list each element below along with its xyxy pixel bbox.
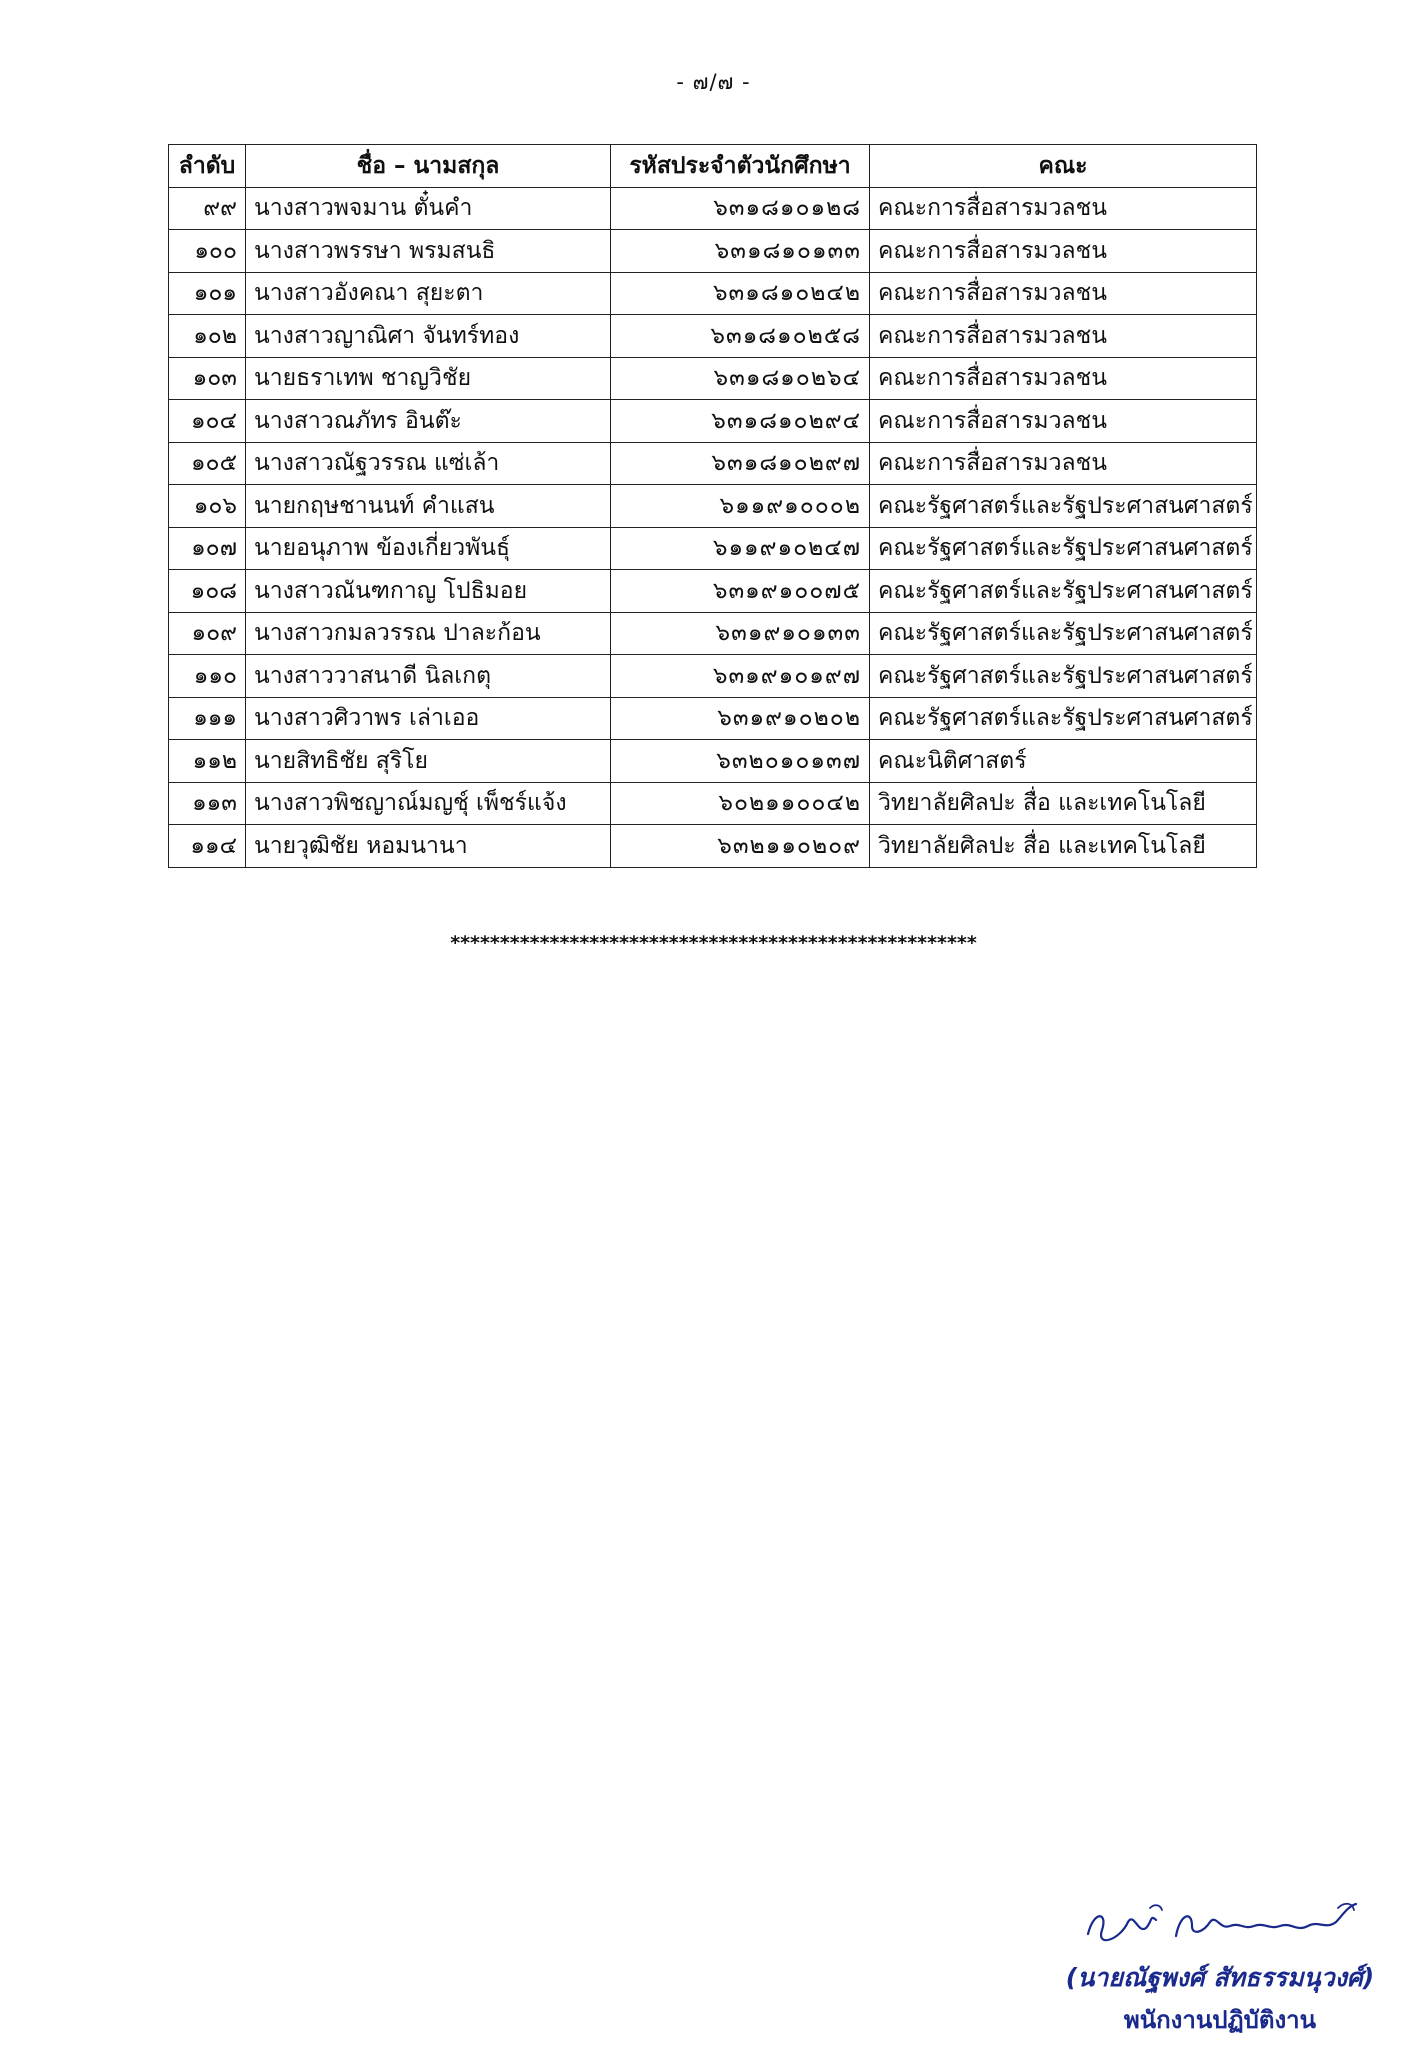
row-seq: ๑๑๒ [169, 740, 246, 783]
row-seq: ๑๐๕ [169, 442, 246, 485]
table-row [169, 782, 1257, 825]
row-name: นางสาวญาณิศา จันทร์ทอง [246, 315, 611, 358]
row-name: นางสาวอังคณา สุยะตา [246, 272, 611, 315]
row-seq: ๑๑๓ [169, 782, 246, 825]
row-student-id: ๖๑๑๙๑๐๒๔๗ [611, 527, 870, 570]
row-name: นางสาวกมลวรรณ ปาละก้อน [246, 612, 611, 655]
row-name: นายกฤษชานนท์ คำแสน [246, 485, 611, 528]
handwritten-signature [1080, 1900, 1370, 1950]
table-row [169, 527, 1257, 570]
table-row [169, 485, 1257, 528]
row-seq: ๑๐๗ [169, 527, 246, 570]
table-row [169, 570, 1257, 613]
row-student-id: ๖๓๑๘๑๐๒๖๔ [611, 357, 870, 400]
row-name: นายวุฒิชัย หอมนานา [246, 825, 611, 868]
student-roster-table [168, 144, 1257, 868]
row-name: นางสาวณภัทร อินต๊ะ [246, 400, 611, 443]
header-faculty: คณะ [870, 145, 1257, 188]
row-seq: ๑๑๔ [169, 825, 246, 868]
row-faculty: คณะนิติศาสตร์ [870, 740, 1257, 783]
table-header [169, 145, 1257, 188]
row-faculty: วิทยาลัยศิลปะ สื่อ และเทคโนโลยี [870, 825, 1257, 868]
table-row [169, 442, 1257, 485]
table-header-row [169, 145, 1257, 188]
row-faculty: คณะรัฐศาสตร์และรัฐประศาสนศาสตร์ [870, 485, 1257, 528]
row-seq: ๑๐๖ [169, 485, 246, 528]
row-name: นายอนุภาพ ข้องเกี่ยวพันธุ์ [246, 527, 611, 570]
row-student-id: ๖๓๒๐๑๐๑๓๗ [611, 740, 870, 783]
table-body [169, 187, 1257, 867]
row-student-id: ๖๓๑๙๑๐๐๗๕ [611, 570, 870, 613]
row-faculty: คณะการสื่อสารมวลชน [870, 400, 1257, 443]
row-faculty: วิทยาลัยศิลปะ สื่อ และเทคโนโลยี [870, 782, 1257, 825]
table-row [169, 400, 1257, 443]
row-faculty: คณะรัฐศาสตร์และรัฐประศาสนศาสตร์ [870, 570, 1257, 613]
row-name: นายธราเทพ ชาญวิชัย [246, 357, 611, 400]
row-student-id: ๖๓๑๘๑๐๑๓๓ [611, 230, 870, 273]
signer-name: (นายณัฐพงศ์ สัทธรรมนุวงศ์) [1065, 1963, 1375, 1992]
row-name: นางสาววาสนาดี นิลเกตุ [246, 655, 611, 698]
row-student-id: ๖๓๑๘๑๐๒๔๒ [611, 272, 870, 315]
row-student-id: ๖๓๑๙๑๐๑๓๓ [611, 612, 870, 655]
table-row [169, 612, 1257, 655]
table-row [169, 315, 1257, 358]
row-name: นางสาวพรรษา พรมสนธิ [246, 230, 611, 273]
table-row [169, 272, 1257, 315]
row-faculty: คณะรัฐศาสตร์และรัฐประศาสนศาสตร์ [870, 697, 1257, 740]
row-name: นางสาวณัฐวรรณ แซ่เล้า [246, 442, 611, 485]
row-seq: ๑๐๓ [169, 357, 246, 400]
row-faculty: คณะรัฐศาสตร์และรัฐประศาสนศาสตร์ [870, 655, 1257, 698]
row-seq: ๑๐๐ [169, 230, 246, 273]
row-faculty: คณะรัฐศาสตร์และรัฐประศาสนศาสตร์ [870, 527, 1257, 570]
row-student-id: ๖๓๑๘๑๐๒๕๘ [611, 315, 870, 358]
row-seq: ๑๑๐ [169, 655, 246, 698]
signature-block [1050, 1900, 1390, 2040]
row-faculty: คณะการสื่อสารมวลชน [870, 272, 1257, 315]
row-faculty: คณะการสื่อสารมวลชน [870, 230, 1257, 273]
end-of-list-divider: ***************************************************** [450, 932, 977, 954]
row-faculty: คณะการสื่อสารมวลชน [870, 315, 1257, 358]
row-faculty: คณะการสื่อสารมวลชน [870, 187, 1257, 230]
row-student-id: ๖๓๑๙๑๐๒๐๒ [611, 697, 870, 740]
row-name: นางสาวศิวาพร เล่าเออ [246, 697, 611, 740]
page-number: - ๗/๗ - [676, 70, 751, 94]
row-name: นางสาวพิชญาณ์มญชุ์ เพ็ชร์แจ้ง [246, 782, 611, 825]
table-row [169, 825, 1257, 868]
row-student-id: ๖๓๑๘๑๐๒๙๗ [611, 442, 870, 485]
row-seq: ๑๐๑ [169, 272, 246, 315]
row-student-id: ๖๓๑๘๑๐๑๒๘ [611, 187, 870, 230]
row-seq: ๑๐๔ [169, 400, 246, 443]
header-seq: ลำดับ [169, 145, 246, 188]
row-seq: ๑๑๑ [169, 697, 246, 740]
table-row [169, 740, 1257, 783]
row-name: นางสาวพจมาน ตั๋นคำ [246, 187, 611, 230]
table-row [169, 697, 1257, 740]
row-name: นายสิทธิชัย สุริโย [246, 740, 611, 783]
signer-position: พนักงานปฏิบัติงาน [1123, 2006, 1317, 2034]
row-student-id: ๖๓๑๘๑๐๒๙๔ [611, 400, 870, 443]
row-seq: ๑๐๙ [169, 612, 246, 655]
table-row [169, 187, 1257, 230]
header-name: ชื่อ – นามสกุล [246, 145, 611, 188]
row-seq: ๑๐๘ [169, 570, 246, 613]
row-seq: ๑๐๒ [169, 315, 246, 358]
header-student-id: รหัสประจำตัวนักศึกษา [611, 145, 870, 188]
row-seq: ๙๙ [169, 187, 246, 230]
table-row [169, 357, 1257, 400]
table-row [169, 655, 1257, 698]
row-student-id: ๖๐๒๑๑๐๐๔๒ [611, 782, 870, 825]
row-faculty: คณะการสื่อสารมวลชน [870, 357, 1257, 400]
row-name: นางสาวณันฑกาญ โปธิมอย [246, 570, 611, 613]
row-student-id: ๖๓๒๑๑๐๒๐๙ [611, 825, 870, 868]
row-student-id: ๖๑๑๙๑๐๐๐๒ [611, 485, 870, 528]
row-faculty: คณะรัฐศาสตร์และรัฐประศาสนศาสตร์ [870, 612, 1257, 655]
row-faculty: คณะการสื่อสารมวลชน [870, 442, 1257, 485]
table-row [169, 230, 1257, 273]
row-student-id: ๖๓๑๙๑๐๑๙๗ [611, 655, 870, 698]
